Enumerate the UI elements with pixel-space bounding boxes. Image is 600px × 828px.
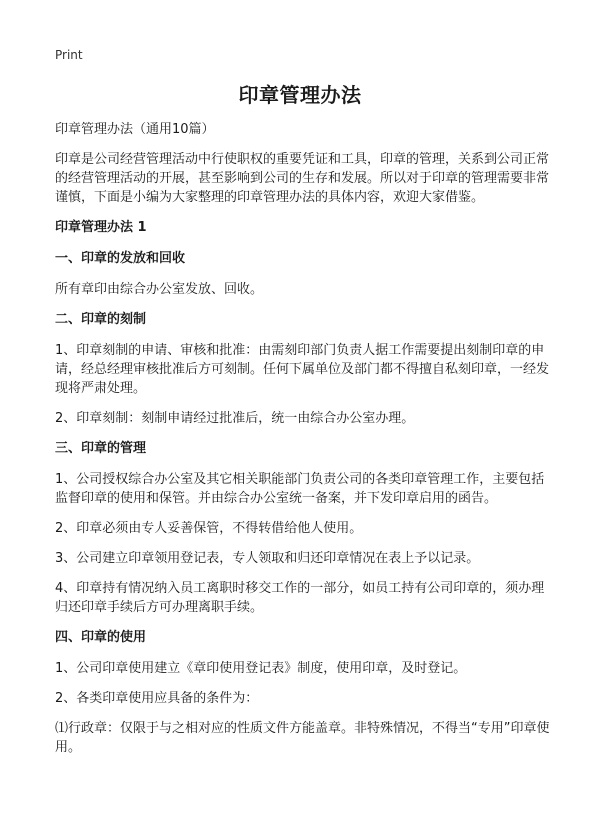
document-subtitle: 印章管理办法（通用10篇） <box>55 122 215 137</box>
paragraph: 1、公司印章使用建立《章印使用登记表》制度，使用印章，及时登记。 <box>55 661 467 676</box>
heading-usage: 四、印章的使用 <box>55 630 147 645</box>
paragraph: 所有章印由综合办公室发放、回收。 <box>55 282 264 297</box>
document-body <box>55 120 550 768</box>
document-title: 印章管理办法 <box>238 83 362 107</box>
intro-paragraph: 印章是公司经营管理活动中行使职权的重要凭证和工具，印章的管理，关系到公司正常的经营管理活动的开展，甚至影响到公司的生存和发展。所以对于印章的管理需要非常谨慎，下面是小编为大家整理的印章管理办法的具体内容，欢迎大家借鉴。 <box>55 152 550 205</box>
section-title: 印章管理办法 1 <box>55 220 147 235</box>
paragraph: 4、印章持有情况纳入员工离职时移交工作的一部分，如员工持有公司印章的，须办理归还印章手续后方可办理离职手续。 <box>55 581 545 615</box>
print-label: Print <box>55 48 83 62</box>
paragraph: 1、公司授权综合办公室及其它相关职能部门负责公司的各类印章管理工作，主要包括监督印章的使用和保管。并由综合办公室统一备案，并下发印章启用的函告。 <box>55 472 545 506</box>
paragraph: 2、印章刻制：刻制申请经过批准后，统一由综合办公室办理。 <box>55 411 415 426</box>
paragraph: 2、各类印章使用应具备的条件为： <box>55 691 259 706</box>
paragraph: 2、印章必须由专人妥善保管，不得转借给他人使用。 <box>55 521 363 536</box>
paragraph: ⑴行政章：仅限于与之相对应的性质文件方能盖章。非特殊情况，不得当“专用”印章使用。 <box>55 721 550 755</box>
paragraph: 3、公司建立印章领用登记表，专人领取和归还印章情况在表上予以记录。 <box>55 551 480 566</box>
heading-issue-recall: 一、印章的发放和回收 <box>55 251 186 266</box>
heading-management: 三、印章的管理 <box>55 441 147 456</box>
heading-engraving: 二、印章的刻制 <box>55 312 147 327</box>
paragraph: 1、印章刻制的申请、审核和批准：由需刻印部门负责人据工作需要提出刻制印章的申请，经总经理审核批准后方可刻制。任何下属单位及部门都不得擅自私刻印章，一经发现将严肃处理。 <box>55 343 550 396</box>
